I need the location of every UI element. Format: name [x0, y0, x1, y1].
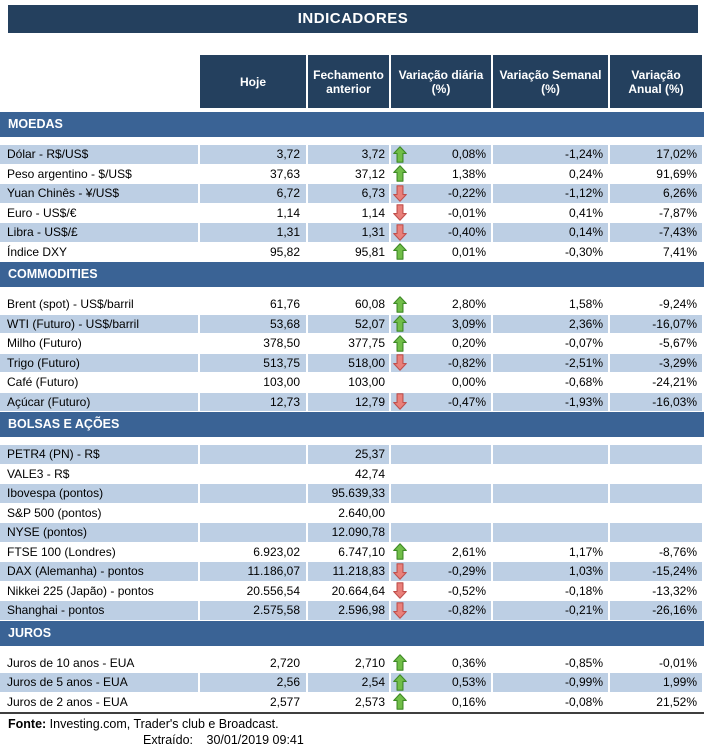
table-row	[0, 393, 704, 413]
fechamento-cell: 1,14	[308, 204, 391, 224]
fechamento-cell: 42,74	[308, 465, 391, 485]
variacao-semanal-cell: -1,24%	[493, 145, 610, 165]
variacao-semanal-cell	[493, 523, 610, 543]
table-header	[0, 55, 711, 108]
table-body	[0, 112, 704, 714]
variacao-diaria-cell	[391, 562, 493, 582]
variacao-anual-cell: -24,21%	[610, 373, 704, 393]
table-row	[0, 145, 704, 165]
variacao-diaria-cell	[391, 582, 493, 602]
label-cell: Café (Futuro)	[0, 373, 200, 393]
up-arrow-icon	[393, 165, 407, 182]
variacao-anual-cell: 21,52%	[610, 693, 704, 713]
table-row	[0, 295, 704, 315]
table-row	[0, 601, 704, 621]
hoje-cell	[200, 504, 308, 524]
variacao-anual-cell: -7,87%	[610, 204, 704, 224]
fechamento-cell: 37,12	[308, 165, 391, 185]
up-arrow-icon	[393, 296, 407, 313]
fechamento-cell: 6.747,10	[308, 543, 391, 563]
label-cell: Juros de 2 anos - EUA	[0, 693, 200, 713]
variacao-diaria-cell	[391, 504, 493, 524]
variacao-anual-cell	[610, 465, 704, 485]
source-text: Investing.com, Trader's club e Broadcast.	[49, 717, 279, 731]
down-arrow-icon	[393, 185, 407, 202]
hoje-cell: 3,72	[200, 145, 308, 165]
table-row	[0, 504, 704, 524]
variacao-diaria-value: 2,61%	[451, 544, 486, 559]
fechamento-cell: 2,573	[308, 693, 391, 713]
variacao-diaria-value: 0,53%	[451, 675, 486, 690]
hoje-cell: 2,577	[200, 693, 308, 713]
fechamento-cell: 11.218,83	[308, 562, 391, 582]
label-cell: VALE3 - R$	[0, 465, 200, 485]
variacao-anual-cell: -9,24%	[610, 295, 704, 315]
label-cell: Milho (Futuro)	[0, 334, 200, 354]
up-arrow-icon	[393, 146, 407, 163]
hoje-cell: 2.575,58	[200, 601, 308, 621]
variacao-diaria-value: 1,38%	[451, 166, 486, 181]
variacao-semanal-cell: -0,99%	[493, 673, 610, 693]
up-arrow-icon	[393, 674, 407, 691]
hoje-cell	[200, 465, 308, 485]
down-arrow-icon	[393, 204, 407, 221]
variacao-diaria-value: -0,40%	[447, 225, 486, 240]
fechamento-cell: 25,37	[308, 445, 391, 465]
hoje-cell	[200, 523, 308, 543]
variacao-diaria-cell	[391, 145, 493, 165]
up-arrow-icon	[393, 543, 407, 560]
fechamento-cell: 95.639,33	[308, 484, 391, 504]
variacao-diaria-cell	[391, 223, 493, 243]
table-row	[0, 582, 704, 602]
table-row	[0, 354, 704, 374]
variacao-diaria-value: -0,01%	[447, 205, 486, 220]
variacao-diaria-cell	[391, 393, 493, 413]
variacao-anual-cell: -7,43%	[610, 223, 704, 243]
variacao-diaria-cell	[391, 184, 493, 204]
hoje-cell: 2,56	[200, 673, 308, 693]
column-header-variacao-diaria: Variação diária (%)	[391, 55, 493, 108]
table-row	[0, 654, 704, 674]
table-row	[0, 465, 704, 485]
fechamento-cell: 95,81	[308, 243, 391, 263]
column-header-variacao-semanal: Variação Semanal (%)	[493, 55, 610, 108]
variacao-diaria-cell	[391, 654, 493, 674]
fechamento-cell: 20.664,64	[308, 582, 391, 602]
variacao-diaria-value: 0,08%	[451, 147, 486, 162]
down-arrow-icon	[393, 582, 407, 599]
label-cell: NYSE (pontos)	[0, 523, 200, 543]
column-header-hoje: Hoje	[200, 55, 308, 108]
variacao-semanal-cell: 2,36%	[493, 315, 610, 335]
label-cell: Juros de 10 anos - EUA	[0, 654, 200, 674]
variacao-semanal-cell: -1,12%	[493, 184, 610, 204]
variacao-diaria-cell	[391, 295, 493, 315]
hoje-cell: 12,73	[200, 393, 308, 413]
fechamento-cell: 60,08	[308, 295, 391, 315]
label-cell: Brent (spot) - US$/barril	[0, 295, 200, 315]
fechamento-cell: 2,710	[308, 654, 391, 674]
variacao-diaria-cell	[391, 673, 493, 693]
variacao-diaria-cell	[391, 523, 493, 543]
down-arrow-icon	[393, 224, 407, 241]
label-cell: Juros de 5 anos - EUA	[0, 673, 200, 693]
header-spacer	[0, 55, 200, 108]
table-row	[0, 543, 704, 563]
variacao-diaria-value: -0,22%	[447, 186, 486, 201]
label-cell: Açúcar (Futuro)	[0, 393, 200, 413]
extracted-label: Extraído:	[143, 733, 194, 747]
down-arrow-icon	[393, 393, 407, 410]
variacao-diaria-cell	[391, 165, 493, 185]
variacao-semanal-cell: -0,85%	[493, 654, 610, 674]
table-row	[0, 243, 704, 263]
section-header-commodities: COMMODITIES	[0, 262, 704, 287]
column-header-fechamento: Fechamento anterior	[308, 55, 391, 108]
variacao-diaria-value: 0,36%	[451, 655, 486, 670]
variacao-semanal-cell: -2,51%	[493, 354, 610, 374]
up-arrow-icon	[393, 243, 407, 260]
variacao-semanal-cell: 0,14%	[493, 223, 610, 243]
up-arrow-icon	[393, 315, 407, 332]
variacao-anual-cell: -16,07%	[610, 315, 704, 335]
hoje-cell: 61,76	[200, 295, 308, 315]
down-arrow-icon	[393, 602, 407, 619]
label-cell: Peso argentino - $/US$	[0, 165, 200, 185]
section-header-juros: JUROS	[0, 621, 704, 646]
fechamento-cell: 2.640,00	[308, 504, 391, 524]
variacao-diaria-value: -0,29%	[447, 564, 486, 579]
fechamento-cell: 103,00	[308, 373, 391, 393]
variacao-semanal-cell: 1,17%	[493, 543, 610, 563]
variacao-anual-cell: -3,29%	[610, 354, 704, 374]
extracted-timestamp: 30/01/2019 09:41	[206, 733, 304, 747]
variacao-anual-cell	[610, 445, 704, 465]
hoje-cell: 37,63	[200, 165, 308, 185]
variacao-diaria-value: -0,52%	[447, 583, 486, 598]
variacao-diaria-cell	[391, 543, 493, 563]
variacao-semanal-cell: 0,24%	[493, 165, 610, 185]
table-row	[0, 373, 704, 393]
hoje-cell: 6,72	[200, 184, 308, 204]
variacao-diaria-value: -0,82%	[447, 603, 486, 618]
variacao-diaria-cell	[391, 693, 493, 713]
variacao-diaria-cell	[391, 315, 493, 335]
label-cell: Dólar - R$/US$	[0, 145, 200, 165]
hoje-cell: 378,50	[200, 334, 308, 354]
variacao-anual-cell: -16,03%	[610, 393, 704, 413]
variacao-diaria-value: 2,80%	[451, 297, 486, 312]
variacao-semanal-cell	[493, 484, 610, 504]
hoje-cell: 6.923,02	[200, 543, 308, 563]
variacao-semanal-cell: 1,58%	[493, 295, 610, 315]
table-row	[0, 315, 704, 335]
variacao-semanal-cell: -0,30%	[493, 243, 610, 263]
label-cell: Nikkei 225 (Japão) - pontos	[0, 582, 200, 602]
extracted-line	[143, 733, 711, 747]
hoje-cell: 11.186,07	[200, 562, 308, 582]
fechamento-cell: 377,75	[308, 334, 391, 354]
fechamento-cell: 12,79	[308, 393, 391, 413]
column-header-variacao-anual: Variação Anual (%)	[610, 55, 704, 108]
variacao-diaria-value: -0,47%	[447, 394, 486, 409]
fechamento-cell: 2,54	[308, 673, 391, 693]
source-line	[8, 717, 711, 731]
label-cell: Trigo (Futuro)	[0, 354, 200, 374]
table-row	[0, 673, 704, 693]
fechamento-cell: 12.090,78	[308, 523, 391, 543]
variacao-anual-cell	[610, 504, 704, 524]
label-cell: WTI (Futuro) - US$/barril	[0, 315, 200, 335]
variacao-semanal-cell: 1,03%	[493, 562, 610, 582]
hoje-cell: 1,31	[200, 223, 308, 243]
fechamento-cell: 1,31	[308, 223, 391, 243]
variacao-diaria-cell	[391, 334, 493, 354]
table-row	[0, 165, 704, 185]
label-cell: DAX (Alemanha) - pontos	[0, 562, 200, 582]
fechamento-cell: 2.596,98	[308, 601, 391, 621]
variacao-anual-cell: 7,41%	[610, 243, 704, 263]
variacao-anual-cell: -8,76%	[610, 543, 704, 563]
variacao-anual-cell: -26,16%	[610, 601, 704, 621]
variacao-diaria-cell	[391, 465, 493, 485]
variacao-anual-cell: 91,69%	[610, 165, 704, 185]
variacao-semanal-cell	[493, 504, 610, 524]
table-row	[0, 523, 704, 543]
variacao-anual-cell: -5,67%	[610, 334, 704, 354]
table-row	[0, 334, 704, 354]
variacao-diaria-cell	[391, 373, 493, 393]
variacao-semanal-cell	[493, 465, 610, 485]
fechamento-cell: 6,73	[308, 184, 391, 204]
down-arrow-icon	[393, 354, 407, 371]
variacao-semanal-cell: -1,93%	[493, 393, 610, 413]
table-row	[0, 484, 704, 504]
up-arrow-icon	[393, 335, 407, 352]
hoje-cell: 513,75	[200, 354, 308, 374]
hoje-cell: 53,68	[200, 315, 308, 335]
table-row	[0, 184, 704, 204]
variacao-diaria-cell	[391, 204, 493, 224]
fechamento-cell: 518,00	[308, 354, 391, 374]
hoje-cell: 103,00	[200, 373, 308, 393]
variacao-anual-cell: 6,26%	[610, 184, 704, 204]
down-arrow-icon	[393, 563, 407, 580]
variacao-diaria-value: 0,00%	[451, 375, 486, 390]
label-cell: Euro - US$/€	[0, 204, 200, 224]
table-row	[0, 223, 704, 243]
variacao-anual-cell	[610, 523, 704, 543]
variacao-semanal-cell: -0,08%	[493, 693, 610, 713]
variacao-anual-cell: 1,99%	[610, 673, 704, 693]
variacao-anual-cell: -15,24%	[610, 562, 704, 582]
label-cell: Yuan Chinês - ¥/US$	[0, 184, 200, 204]
up-arrow-icon	[393, 693, 407, 710]
table-row	[0, 562, 704, 582]
section-header-bolsas-e-a-es: BOLSAS E AÇÕES	[0, 412, 704, 437]
up-arrow-icon	[393, 654, 407, 671]
indicators-panel	[0, 5, 711, 747]
variacao-anual-cell: -13,32%	[610, 582, 704, 602]
label-cell: Índice DXY	[0, 243, 200, 263]
variacao-diaria-cell	[391, 484, 493, 504]
hoje-cell: 2,720	[200, 654, 308, 674]
variacao-diaria-cell	[391, 354, 493, 374]
variacao-diaria-value: 0,16%	[451, 694, 486, 709]
hoje-cell: 95,82	[200, 243, 308, 263]
variacao-semanal-cell: -0,68%	[493, 373, 610, 393]
table-row	[0, 204, 704, 224]
section-header-moedas: MOEDAS	[0, 112, 704, 137]
hoje-cell: 20.556,54	[200, 582, 308, 602]
variacao-semanal-cell	[493, 445, 610, 465]
variacao-anual-cell: -0,01%	[610, 654, 704, 674]
label-cell: Libra - US$/£	[0, 223, 200, 243]
hoje-cell	[200, 445, 308, 465]
table-row	[0, 693, 704, 713]
label-cell: Shanghai - pontos	[0, 601, 200, 621]
variacao-anual-cell	[610, 484, 704, 504]
fechamento-cell: 3,72	[308, 145, 391, 165]
variacao-diaria-value: -0,82%	[447, 355, 486, 370]
label-cell: S&P 500 (pontos)	[0, 504, 200, 524]
variacao-diaria-cell	[391, 243, 493, 263]
variacao-diaria-value: 0,01%	[451, 244, 486, 259]
source-label: Fonte:	[8, 717, 47, 731]
variacao-diaria-cell	[391, 445, 493, 465]
label-cell: Ibovespa (pontos)	[0, 484, 200, 504]
variacao-semanal-cell: -0,18%	[493, 582, 610, 602]
variacao-semanal-cell: -0,07%	[493, 334, 610, 354]
label-cell: FTSE 100 (Londres)	[0, 543, 200, 563]
variacao-diaria-value: 0,20%	[451, 336, 486, 351]
variacao-anual-cell: 17,02%	[610, 145, 704, 165]
page-title: INDICADORES	[8, 5, 698, 33]
variacao-diaria-value: 3,09%	[451, 316, 486, 331]
variacao-diaria-cell	[391, 601, 493, 621]
fechamento-cell: 52,07	[308, 315, 391, 335]
hoje-cell: 1,14	[200, 204, 308, 224]
variacao-semanal-cell: 0,41%	[493, 204, 610, 224]
variacao-semanal-cell: -0,21%	[493, 601, 610, 621]
table-row	[0, 445, 704, 465]
table-footer	[0, 717, 711, 747]
label-cell: PETR4 (PN) - R$	[0, 445, 200, 465]
hoje-cell	[200, 484, 308, 504]
